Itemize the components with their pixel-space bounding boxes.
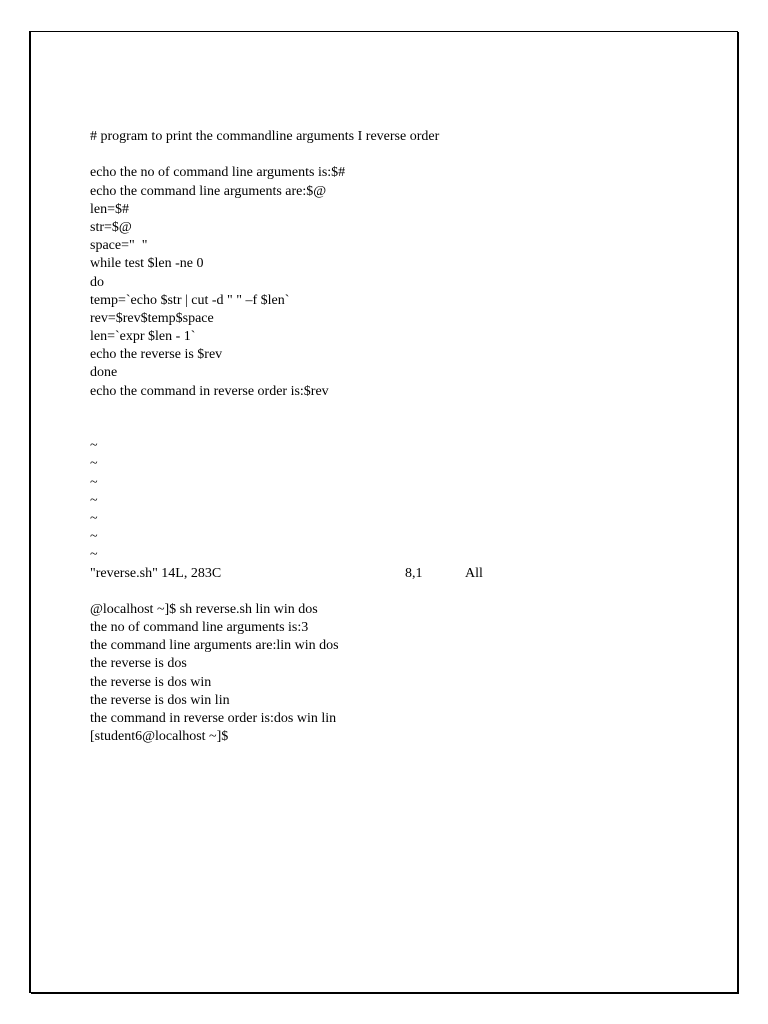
document-content <box>90 128 690 746</box>
script-line: rev=$rev$temp$space <box>90 310 214 326</box>
terminal-prompt: [student6@localhost ~]$ <box>90 729 229 745</box>
terminal-output <box>90 601 690 747</box>
tilde-line: ~ <box>90 438 98 454</box>
editor-status-line <box>90 565 690 583</box>
script-line: echo the command line arguments are:$@ <box>90 183 327 199</box>
script-body <box>90 164 690 400</box>
terminal-line: the reverse is dos <box>90 656 187 672</box>
terminal-line: the no of command line arguments is:3 <box>90 620 309 636</box>
terminal-line: the command in reverse order is:dos win lin <box>90 711 337 726</box>
script-comment: # program to print the commandline arguments I reverse order <box>90 129 440 144</box>
script-line: len=`expr $len - 1` <box>90 329 196 345</box>
script-line: space=" " <box>90 238 148 254</box>
tilde-line: ~ <box>90 492 98 508</box>
tilde-line: ~ <box>90 510 98 526</box>
script-line: echo the command in reverse order is:$rev <box>90 383 329 399</box>
tilde-line: ~ <box>90 456 98 472</box>
script-line: done <box>90 365 118 381</box>
status-scroll-indicator: All <box>465 565 483 581</box>
tilde-line: ~ <box>90 547 98 563</box>
script-line: do <box>90 274 104 290</box>
terminal-line: the reverse is dos win lin <box>90 692 230 708</box>
status-file-info: "reverse.sh" 14L, 283C <box>90 565 222 581</box>
script-line: echo the reverse is $rev <box>90 347 223 363</box>
editor-empty-lines <box>90 437 690 564</box>
script-line: str=$@ <box>90 219 132 235</box>
script-line: echo the no of command line arguments is:$# <box>90 165 346 181</box>
script-line: while test $len -ne 0 <box>90 256 204 272</box>
blank-line <box>90 419 690 437</box>
blank-line <box>90 583 690 601</box>
blank-line <box>90 401 690 419</box>
blank-line <box>90 146 690 164</box>
terminal-line: the reverse is dos win <box>90 674 212 690</box>
terminal-line: @localhost ~]$ sh reverse.sh lin win dos <box>90 601 318 617</box>
script-line: temp=`echo $str | cut -d " " –f $len` <box>90 292 290 308</box>
terminal-line: the command line arguments are:lin win dos <box>90 638 339 654</box>
status-cursor-position: 8,1 <box>405 565 423 581</box>
tilde-line: ~ <box>90 529 98 545</box>
script-line: len=$# <box>90 201 129 217</box>
tilde-line: ~ <box>90 474 98 490</box>
